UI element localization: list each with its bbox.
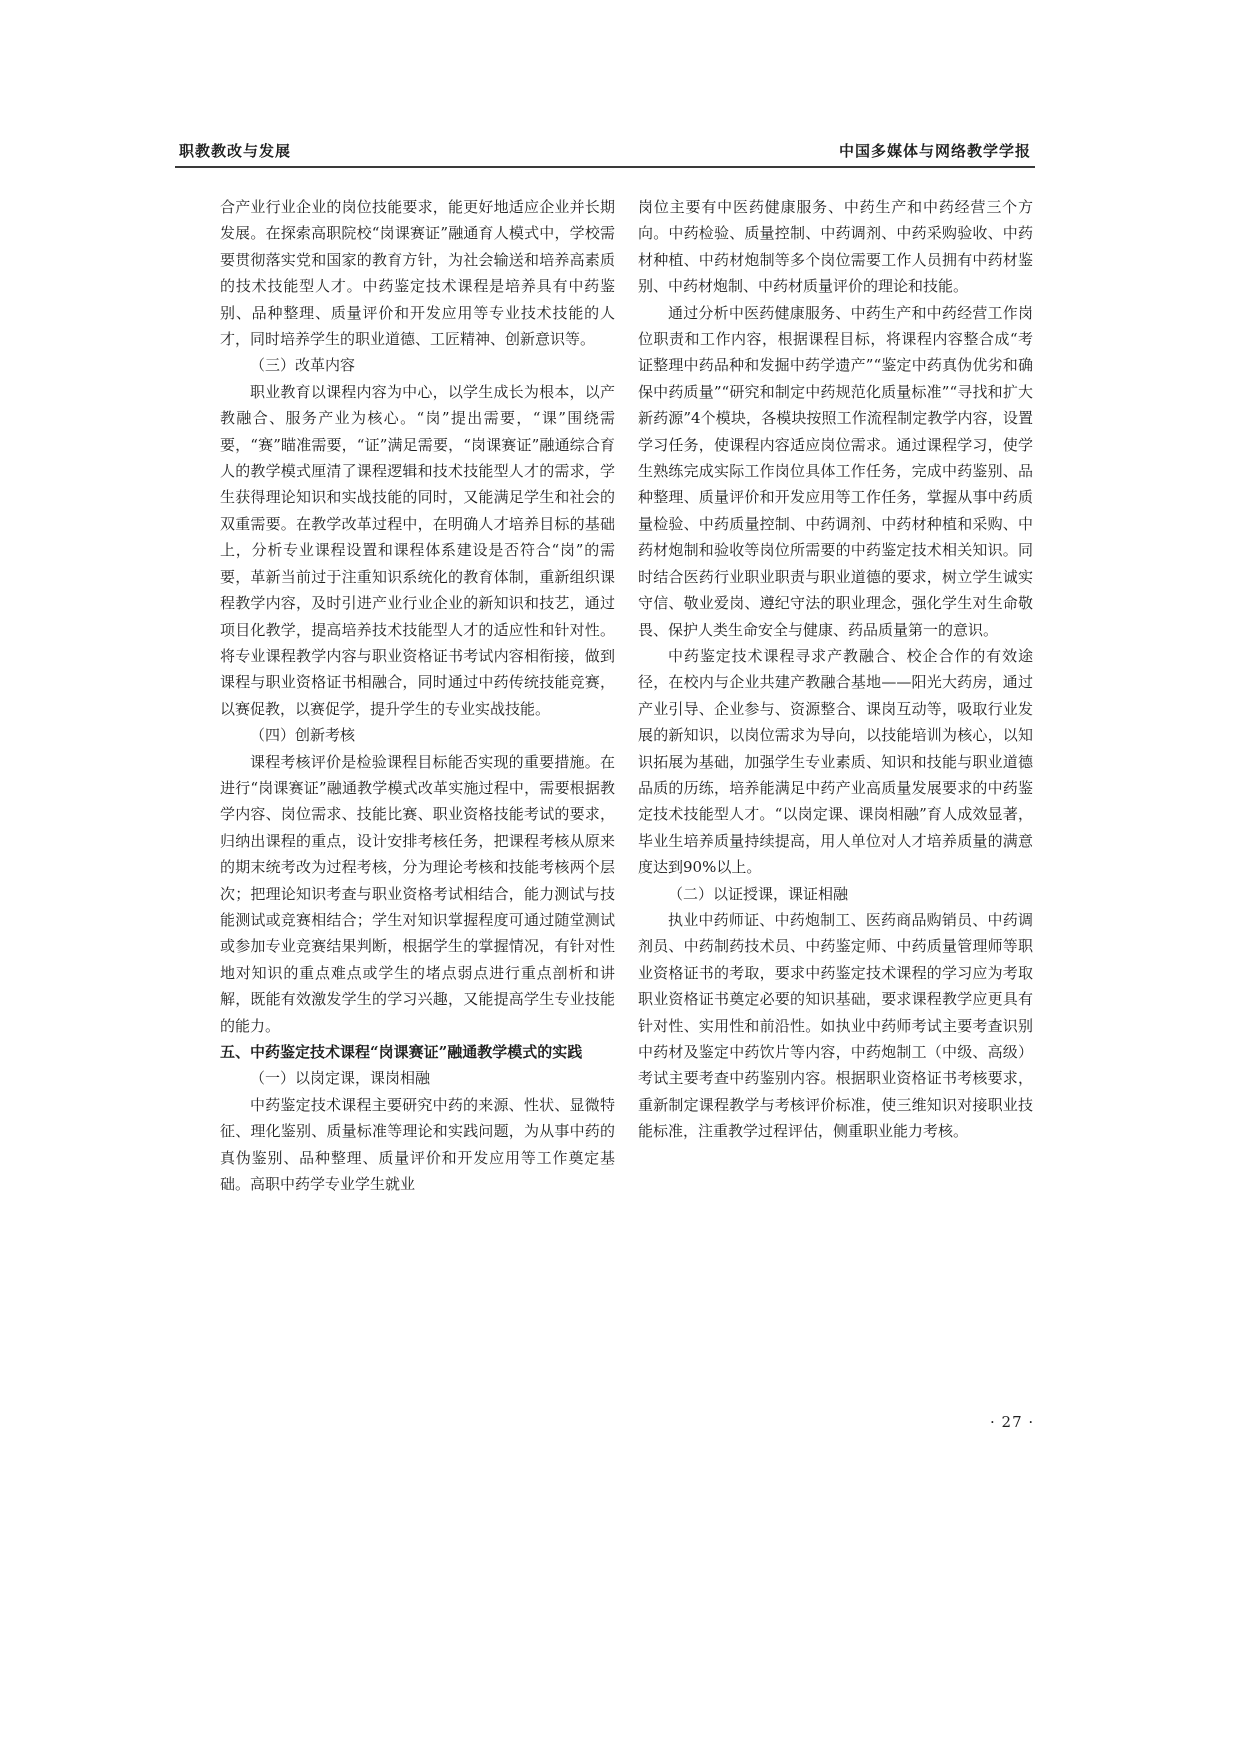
paragraph: 中药鉴定技术课程寻求产教融合、校企合作的有效途径，在校内与企业共建产教融合基地——阳光大药房，通过产业引导、企业参与、资源整合、课岗互动等，吸取行业发展的新知识，以岗位需求为导向，以技能培训为核心，以知识拓展为基础，加强学生专业素质、知识和技能与职业道德品质的历练，培养能满足中药产业高质量发展要求的中药鉴定技术技能型人才。“以岗定课、课岗相融”育人成效显著，毕业生培养质量持续提高，用人单位对人才培养质量的满意度达到90%以上。 xyxy=(638,646,1033,877)
subsection-heading: （三）改革内容 xyxy=(250,356,356,375)
page-number: · 27 · xyxy=(990,1413,1035,1431)
paragraph: 执业中药师证、中药炮制工、医药商品购销员、中药调剂员、中药制药技术员、中药鉴定师、中药质量管理师等职业资格证书的考取，要求中药鉴定技术课程的学习应为考取职业资格证书奠定必要的知识基础，要求课程教学应更具有针对性、实用性和前沿性。如执业中药师考试主要考查识别中药材及鉴定中药饮片等内容，中药炮制工（中级、高级）考试主要考查中药鉴别内容。根据职业资格证书考核要求，重新制定课程教学与考核评价标准，使三维知识对接职业技能标准，注重教学过程评估，侧重职业能力考核。 xyxy=(638,910,1033,1141)
paragraph: 课程考核评价是检验课程目标能否实现的重要措施。在进行“岗课赛证”融通教学模式改革实施过程中，需要根据教学内容、岗位需求、技能比赛、职业资格技能考试的要求，归纳出课程的重点，设计安排考核任务，把课程考核从原来的期末统考改为过程考核，分为理论考核和技能考核两个层次；把理论知识考查与职业资格考试相结合，能力测试与技能测试或竞赛相结合；学生对知识掌握程度可通过随堂测试或参加专业竞赛结果判断，根据学生的掌握情况，有针对性地对知识的重点难点或学生的堵点弱点进行重点剖析和讲解，既能有效激发学生的学习兴趣，又能提高学生专业技能的能力。 xyxy=(220,752,615,1035)
right-column xyxy=(638,194,1033,1145)
paragraph: 合产业行业企业的岗位技能要求，能更好地适应企业并长期发展。在探索高职院校“岗课赛证”融通育人模式中，学校需要贯彻落实党和国家的教育方针，为社会输送和培养高素质的技术技能型人才。中药鉴定技术课程是培养具有中药鉴别、品种整理、质量评价和开发应用等专业技术技能的人才，同时培养学生的职业道德、工匠精神、创新意识等。 xyxy=(220,198,615,349)
subsection-heading: （二）以证授课，课证相融 xyxy=(668,884,849,903)
header-rule xyxy=(175,166,1035,168)
running-header xyxy=(175,136,1035,172)
subsection-heading: （一）以岗定课，课岗相融 xyxy=(250,1069,431,1088)
left-column xyxy=(220,194,615,1197)
subsection-heading: （四）创新考核 xyxy=(250,726,356,745)
section-heading: 五、中药鉴定技术课程“岗课赛证”融通教学模式的实践 xyxy=(220,1043,583,1061)
paragraph: 职业教育以课程内容为中心，以学生成长为根本，以产教融合、服务产业为核心。“岗”提出需要，“课”围绕需要，“赛”瞄准需要，“证”满足需要，“岗课赛证”融通综合育人的教学模式厘清了课程逻辑和技术技能型人才的需求，学生获得理论知识和实战技能的同时，又能满足学生和社会的双重需要。在教学改革过程中，在明确人才培养目标的基础上，分析专业课程设置和课程体系建设是否符合“岗”的需要，革新当前过于注重知识系统化的教育体制，重新组织课程教学内容，及时引进产业行业企业的新知识和技艺，通过项目化教学，提高培养技术技能型人才的适应性和针对性。将专业课程教学内容与职业资格证书考试内容相衔接，做到课程与职业资格证书相融合，同时通过中药传统技能竞赛，以赛促教，以赛促学，提升学生的专业实战技能。 xyxy=(220,382,615,718)
paragraph: 岗位主要有中医药健康服务、中药生产和中药经营三个方向。中药检验、质量控制、中药调剂、中药采购验收、中药材种植、中药材炮制等多个岗位需要工作人员拥有中药材鉴别、中药材炮制、中药材质量评价的理论和技能。 xyxy=(638,198,1033,296)
column-title: 职教教改与发展 xyxy=(179,142,292,160)
paragraph: 通过分析中医药健康服务、中药生产和中药经营工作岗位职责和工作内容，根据课程目标，将课程内容整合成“考证整理中药品种和发掘中药学遗产”“鉴定中药真伪优劣和确保中药质量”“研究和制定中药规范化质量标准”“寻找和扩大新药源”4个模块，各模块按照工作流程制定教学内容，设置学习任务，使课程内容适应岗位需求。通过课程学习，使学生熟练完成实际工作岗位具体工作任务，完成中药鉴别、品种整理、质量评价和开发应用等工作任务，掌握从事中药质量检验、中药质量控制、中药调剂、中药材种植和采购、中药材炮制和验收等岗位所需要的中药鉴定技术相关知识。同时结合医药行业职业职责与职业道德的要求，树立学生诚实守信、敬业爱岗、遵纪守法的职业理念，强化学生对生命敬畏、保护人类生命安全与健康、药品质量第一的意识。 xyxy=(638,303,1033,639)
paragraph: 中药鉴定技术课程主要研究中药的来源、性状、显微特征、理化鉴别、质量标准等理论和实践问题，为从事中药的真伪鉴别、品种整理、质量评价和开发应用等工作奠定基础。高职中药学专业学生就业 xyxy=(220,1095,615,1194)
journal-title: 中国多媒体与网络教学学报 xyxy=(838,142,1031,160)
